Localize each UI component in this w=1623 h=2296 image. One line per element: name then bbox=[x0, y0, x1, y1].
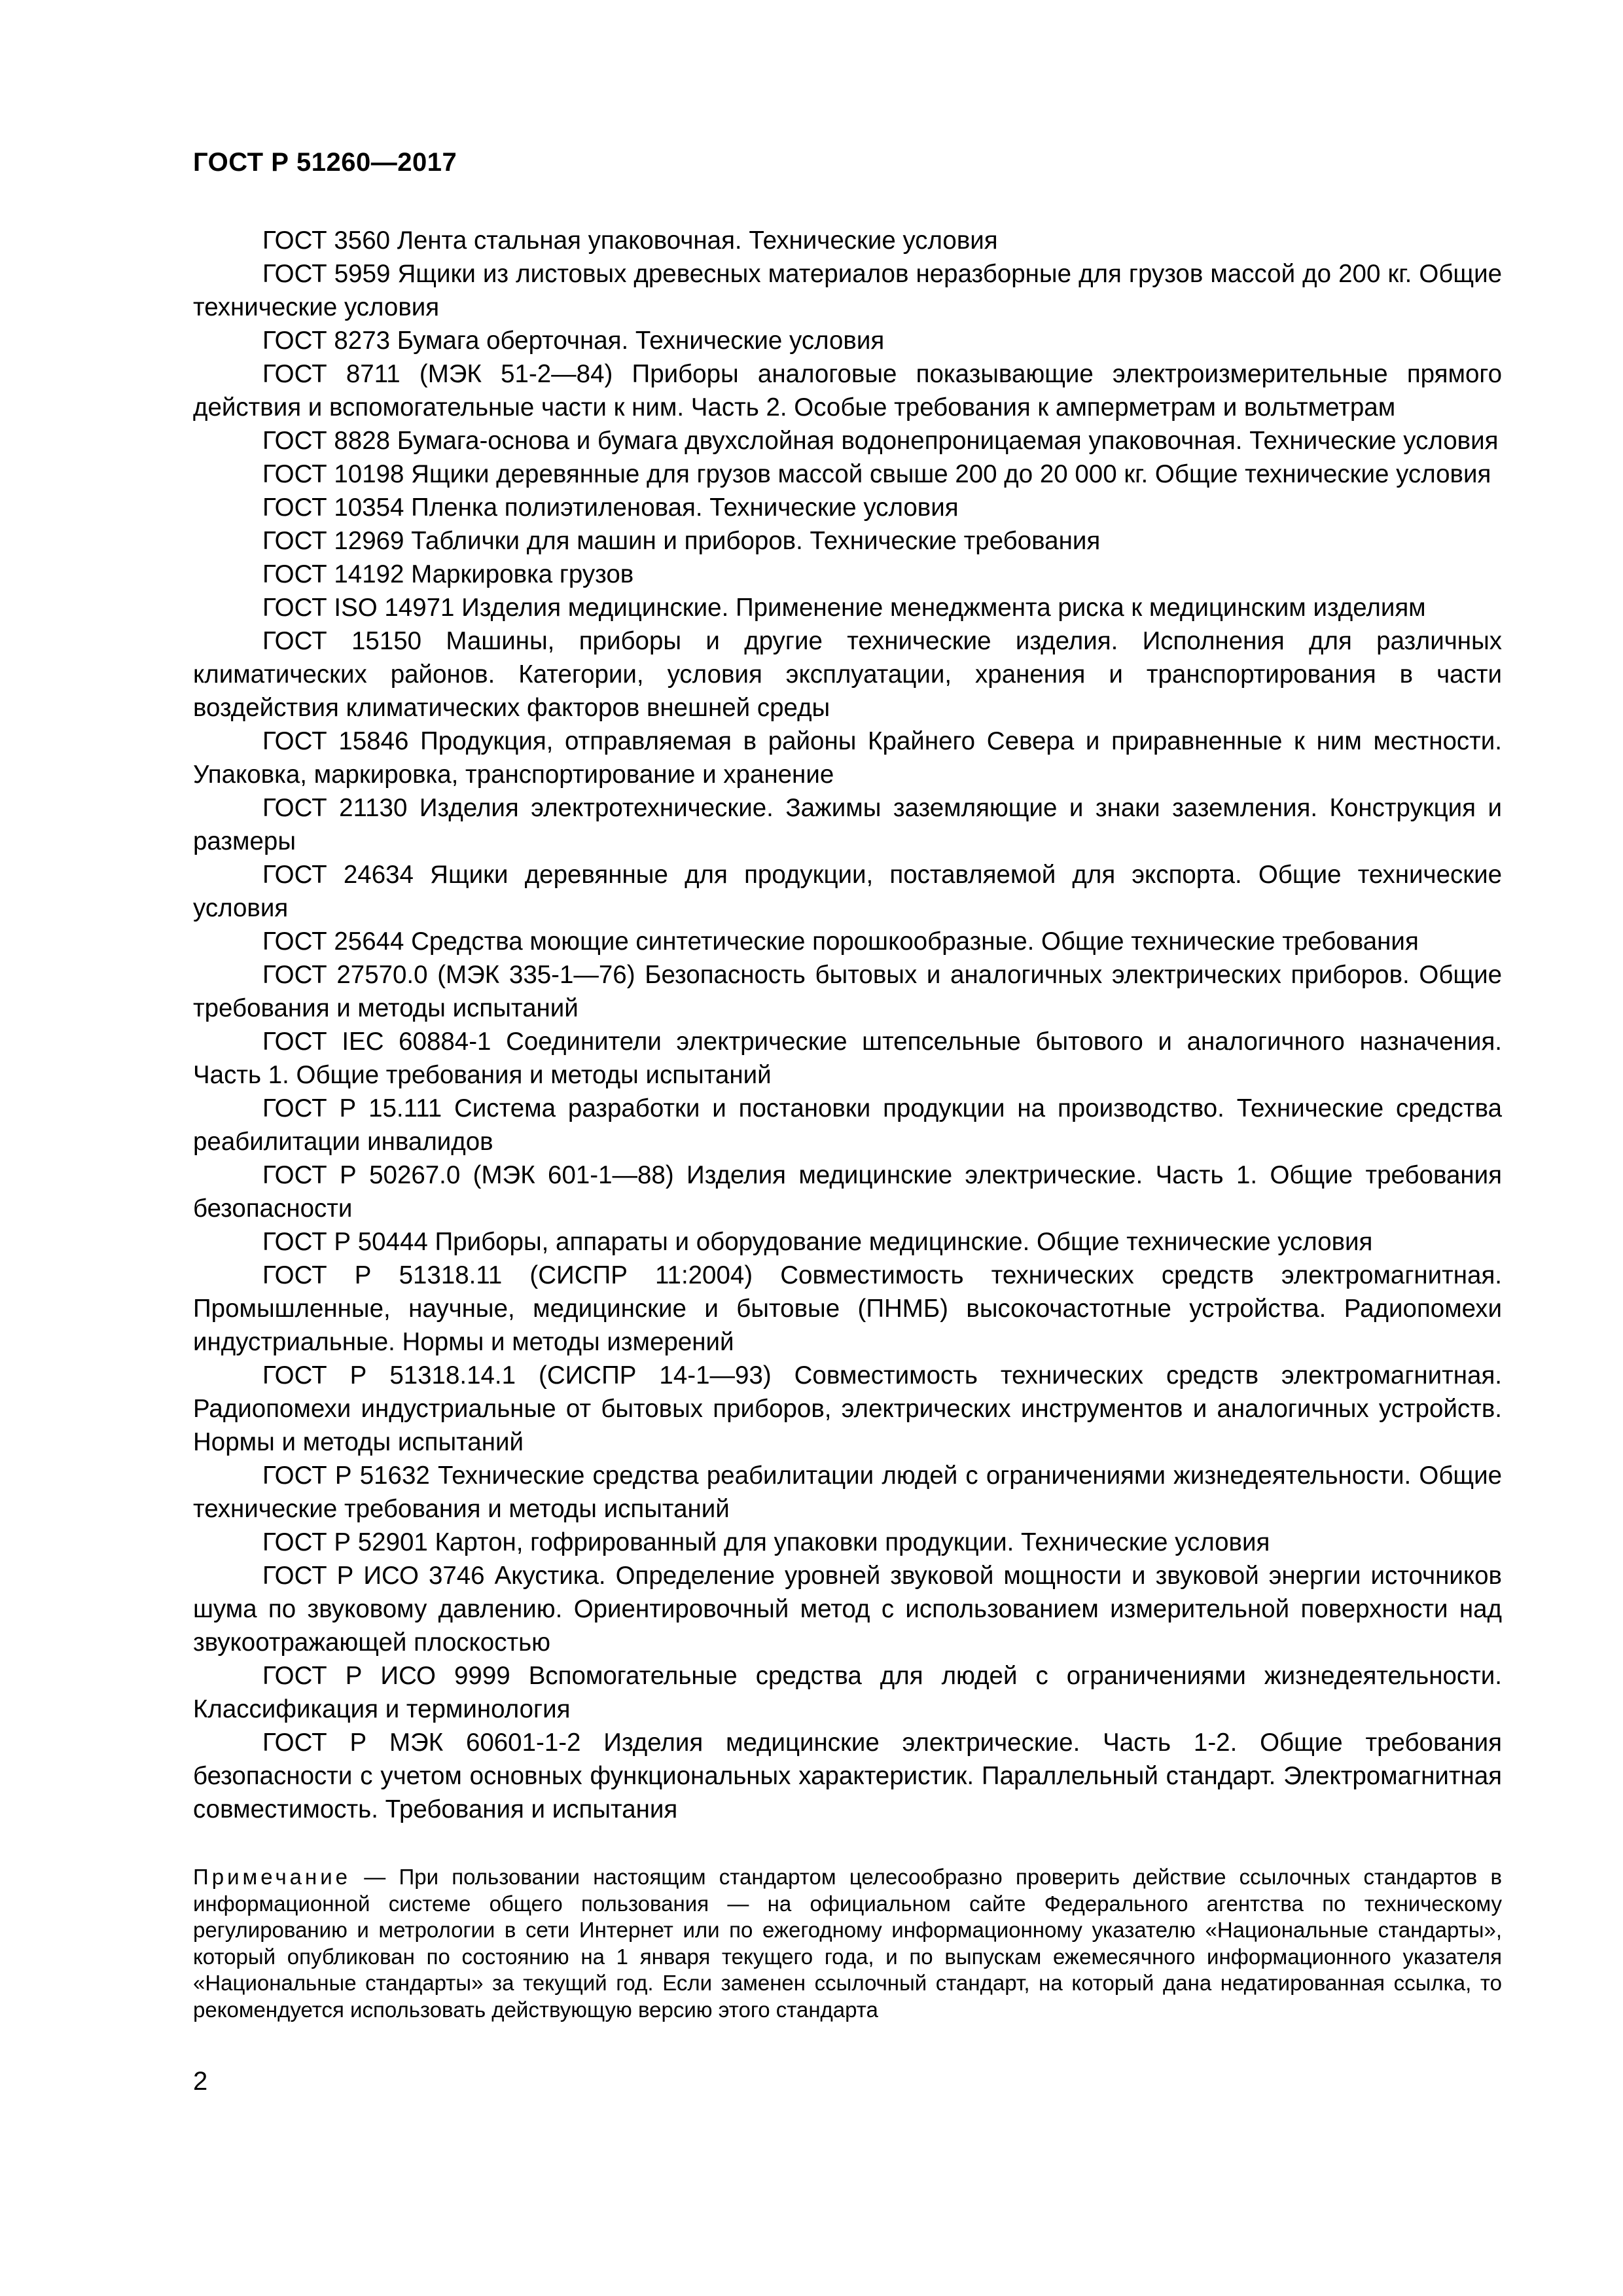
reference-item: ГОСТ Р 51632 Технические средства реабилитации людей с ограничениями жизнедеятельности. Общие технические требования и методы испытаний bbox=[193, 1462, 1502, 1523]
reference-item: ГОСТ 3560 Лента стальная упаковочная. Технические условия bbox=[262, 226, 998, 255]
note-label: Примечание bbox=[193, 1865, 351, 1889]
reference-item: ГОСТ 8711 (МЭК 51-2—84) Приборы аналоговые показывающие электроизмерительные прямого действия и вспомогательные части к ним. Часть 2. Особые требования к амперметрам и вольтметрам bbox=[193, 360, 1502, 422]
footnote-note bbox=[193, 1864, 1502, 2023]
note-text: — При пользовании настоящим стандартом целесообразно проверить действие ссылочных стандартов в информационной системе общего пользования — на официальном сайте Федерального агентства по техническому регулированию и метрологии в сети Интернет или по ежегодному информационному указателю «Национальные стандарты», который опубликован по состоянию на 1 января текущего года, и по выпускам ежемесячного информационного указателя «Национальные стандарты» за текущий год. Если заменен ссылочный стандарт, на который дана недатированная ссылка, то рекомендуется использовать действующую версию этого стандарта bbox=[193, 1865, 1502, 2022]
reference-item: ГОСТ 27570.0 (МЭК 335-1—76) Безопасность бытовых и аналогичных электрических приборов. Общие требования и методы испытаний bbox=[193, 961, 1502, 1022]
reference-item: ГОСТ 15150 Машины, приборы и другие технические изделия. Исполнения для различных климатических районов. Категории, условия эксплуатации, хранения и транспортирования в части воздействия климатических факторов внешней среды bbox=[193, 627, 1502, 722]
reference-item: ГОСТ Р МЭК 60601-1-2 Изделия медицинские электрические. Часть 1-2. Общие требования безопасности с учетом основных функциональных характеристик. Параллельный стандарт. Электромагнитная совместимость. Требования и испытания bbox=[193, 1729, 1502, 1823]
reference-item: ГОСТ 5959 Ящики из листовых древесных материалов неразборные для грузов массой до 200 кг. Общие технические условия bbox=[193, 260, 1502, 321]
reference-item: ГОСТ Р 52901 Картон, гофрированный для упаковки продукции. Технические условия bbox=[262, 1528, 1270, 1556]
document-code-header: ГОСТ Р 51260—2017 bbox=[193, 148, 457, 177]
reference-item: ГОСТ 14192 Маркировка грузов bbox=[262, 560, 634, 588]
page-number: 2 bbox=[193, 2067, 208, 2096]
reference-item: ГОСТ 15846 Продукция, отправляемая в районы Крайнего Севера и приравненные к ним местности. Упаковка, маркировка, транспортирование и хранение bbox=[193, 727, 1502, 789]
reference-item: ГОСТ 10354 Пленка полиэтиленовая. Технические условия bbox=[262, 493, 959, 522]
reference-item: ГОСТ ISO 14971 Изделия медицинские. Применение менеджмента риска к медицинским изделиям bbox=[262, 594, 1426, 622]
reference-item: ГОСТ Р 51318.11 (СИСПР 11:2004) Совместимость технических средств электромагнитная. Промышленные, научные, медицинские и бытовые (ПНМБ) высокочастотные устройства. Радиопомехи индустриальные. Нормы и методы измерений bbox=[193, 1261, 1502, 1356]
reference-item: ГОСТ IEC 60884-1 Соединители электрические штепсельные бытового и аналогичного назначения. Часть 1. Общие требования и методы испытаний bbox=[193, 1028, 1502, 1089]
reference-item: ГОСТ Р ИСО 3746 Акустика. Определение уровней звуковой мощности и звуковой энергии источников шума по звуковому давлению. Ориентировочный метод с использованием измерительной поверхности над звукоотражающей плоскостью bbox=[193, 1562, 1502, 1657]
normative-references-list bbox=[193, 224, 1502, 1826]
reference-item: ГОСТ 25644 Средства моющие синтетические порошкообразные. Общие технические требования bbox=[262, 927, 1419, 956]
reference-item: ГОСТ Р 50267.0 (МЭК 601-1—88) Изделия медицинские электрические. Часть 1. Общие требования безопасности bbox=[193, 1161, 1502, 1223]
reference-item: ГОСТ Р 15.111 Система разработки и постановки продукции на производство. Технические средства реабилитации инвалидов bbox=[193, 1094, 1502, 1156]
reference-item: ГОСТ Р 51318.14.1 (СИСПР 14-1—93) Совместимость технических средств электромагнитная. Радиопомехи индустриальные от бытовых приборов, электрических инструментов и аналогичных устройств. Нормы и методы испытаний bbox=[193, 1361, 1502, 1456]
reference-item: ГОСТ 12969 Таблички для машин и приборов. Технические требования bbox=[262, 527, 1101, 555]
reference-item: ГОСТ 8273 Бумага оберточная. Технические условия bbox=[262, 327, 885, 355]
reference-item: ГОСТ Р ИСО 9999 Вспомогательные средства для людей с ограничениями жизнедеятельности. Классификация и терминология bbox=[193, 1662, 1502, 1723]
reference-item: ГОСТ 21130 Изделия электротехнические. Зажимы заземляющие и знаки заземления. Конструкция и размеры bbox=[193, 794, 1502, 855]
reference-item: ГОСТ 10198 Ящики деревянные для грузов массой свыше 200 до 20 000 кг. Общие технические условия bbox=[262, 460, 1491, 488]
reference-item: ГОСТ 24634 Ящики деревянные для продукции, поставляемой для экспорта. Общие технические условия bbox=[193, 861, 1502, 922]
reference-item: ГОСТ Р 50444 Приборы, аппараты и оборудование медицинские. Общие технические условия bbox=[262, 1228, 1373, 1256]
reference-item: ГОСТ 8828 Бумага-основа и бумага двухслойная водонепроницаемая упаковочная. Технические условия bbox=[262, 427, 1499, 455]
